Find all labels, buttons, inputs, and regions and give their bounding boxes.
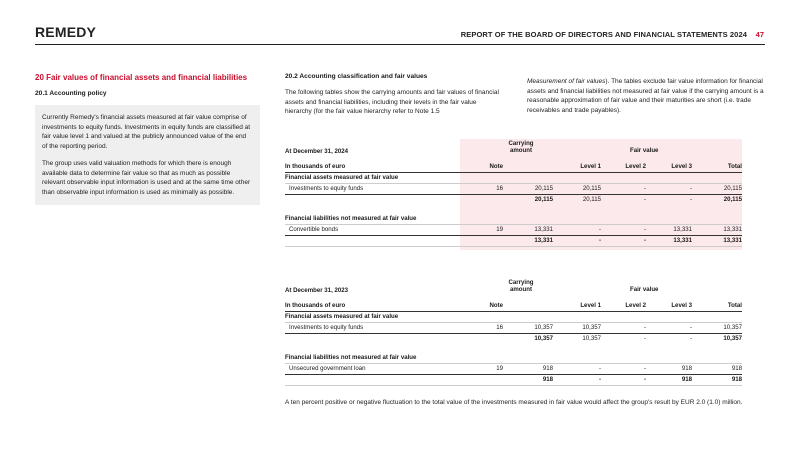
table-subtotal-row [285,333,742,344]
fair-value-header: Fair value [630,147,659,154]
measurement-paragraph [527,77,767,115]
subsection-title-accounting-policy: 20.1 Accounting policy [35,90,107,97]
table-date: At December 31, 2023 [285,287,349,294]
spacer [285,344,742,352]
carrying-header-line1: Carrying [508,140,534,147]
row-total: 20,115 [723,185,742,192]
subtotal-carrying: 10,357 [534,335,553,342]
policy-paragraph-1: Currently Remedy's financial assets measured at fair value comprise of investments to equity funds. Investments in equity funds are classified at fair value level 1 and valued at the publicly announced value of the end of the reporting period. [42,114,251,150]
fair-value-table-2024 [285,139,742,246]
subtotal-level3: - [689,335,692,342]
col-level1-header: Level 1 [580,302,601,309]
assets-heading-row [285,172,742,183]
row-level3: 13,331 [673,226,692,233]
fair-value-header: Fair value [630,286,659,293]
row-total: 918 [731,365,742,372]
subtotal-level1: 20,115 [582,196,601,203]
col-label-header: In thousands of euro [285,163,346,170]
subtotal-total: 20,115 [723,196,742,203]
row-level1: - [598,226,601,233]
row-note: 16 [496,324,503,331]
row-level1: 20,115 [582,185,601,192]
spacer [285,205,742,213]
subtotal-level2: - [643,196,646,203]
fair-value-table-2023 [285,278,742,385]
row-carrying: 20,115 [534,185,553,192]
subtotal-total: 918 [731,376,742,383]
row-level1: 10,357 [582,324,601,331]
col-total-header: Total [727,302,742,309]
row-level2: - [643,324,646,331]
table-date: At December 31, 2024 [285,148,349,155]
footnote: A ten percent positive or negative fluctuation to the total value of the investments measured in fair value would affect the group's result by EUR 2.0 (1.0) million. [285,399,743,406]
assets-heading: Financial assets measured at fair value [285,313,399,320]
liabilities-heading: Financial liabilities not measured at fair value [285,215,417,222]
table-row [285,322,742,333]
row-label: Convertible bonds [289,226,339,233]
row-note: 19 [496,365,503,372]
liabilities-heading-row [285,213,742,224]
subtotal-carrying: 918 [542,376,553,383]
report-title: REPORT OF THE BOARD OF DIRECTORS AND FINANCIAL STATEMENTS 2024 [460,30,747,39]
row-carrying: 13,331 [534,226,553,233]
page-number: 47 [755,30,764,39]
carrying-header-line1: Carrying [508,279,534,286]
col-level3-header: Level 3 [671,163,692,170]
liabilities-heading: Financial liabilities not measured at fair value [285,354,417,361]
row-level2: - [643,226,646,233]
table-row [285,224,742,235]
subtotal-level3: - [689,196,692,203]
column-headers [285,300,742,311]
row-total: 10,357 [723,324,742,331]
measurement-italic: Measurement of fair values [527,78,606,85]
company-logo: REMEDY [35,24,97,40]
subtotal-level1: 10,357 [582,335,601,342]
col-level2-header: Level 2 [625,302,646,309]
intro-paragraph: The following tables show the carrying amounts and fair values of financial assets and financial liabilities, including their levels in the fair value hierarchy (for the fair value hierarchy refer to Note 1.5 [285,89,499,115]
row-label: Investments to equity funds [289,324,364,331]
assets-heading: Financial assets measured at fair value [285,174,399,181]
policy-paragraph-2: The group uses valid valuation methods for which there is enough available data to determine fair value so that as much as possible relevant observable input information is used and at the same time other than observable input information is used as minimally as possible. [42,160,251,196]
col-level1-header: Level 1 [580,163,601,170]
column-headers [285,161,742,172]
subtotal-carrying: 20,115 [534,196,553,203]
table-row [285,363,742,374]
subtotal-level2: - [643,335,646,342]
subtotal-total: 13,331 [723,237,742,244]
col-note-header: Note [489,302,503,309]
header-rule [35,44,765,45]
subtotal-level1: - [598,376,601,383]
subtotal-carrying: 13,331 [534,237,553,244]
row-carrying: 918 [542,365,553,372]
row-label: Investments to equity funds [289,185,364,192]
row-carrying: 10,357 [534,324,553,331]
row-level1: - [598,365,601,372]
row-level3: - [689,324,692,331]
subtotal-level1: - [598,237,601,244]
table-header [285,139,742,161]
assets-heading-row [285,311,742,322]
col-total-header: Total [727,163,742,170]
col-level2-header: Level 2 [625,163,646,170]
subtotal-level3: 918 [681,376,692,383]
measurement-rest: ). The tables exclude fair value information for financial assets and financial liabilities not measured at fair value if the carrying amount is a reasonable approximation of fair value and their maturities are short (i.e. trade receivables and trade payables). [527,78,764,114]
subtotal-total: 10,357 [723,335,742,342]
section-title: 20 Fair values of financial assets and financial liabilities [35,73,248,82]
row-note: 16 [496,185,503,192]
table-row [285,183,742,194]
subtotal-level3: 13,331 [673,237,692,244]
carrying-header-line2: amount [509,286,532,293]
table-subtotal-row [285,194,742,205]
row-label: Unsecured government loan [289,365,366,372]
table-subtotal-row [285,374,742,385]
col-note-header: Note [489,163,503,170]
carrying-header-line2: amount [509,147,532,154]
row-level2: - [643,185,646,192]
row-note: 19 [496,226,503,233]
col-label-header: In thousands of euro [285,302,346,309]
accounting-policy-box [35,105,260,205]
col-level3-header: Level 3 [671,302,692,309]
table-header [285,278,742,300]
subtotal-level2: - [643,237,646,244]
subsection-title-classification: 20.2 Accounting classification and fair values [285,73,428,80]
row-total: 13,331 [723,226,742,233]
row-level3: - [689,185,692,192]
row-level2: - [643,365,646,372]
subtotal-level2: - [643,376,646,383]
row-level3: 918 [681,365,692,372]
liabilities-heading-row [285,352,742,363]
table-subtotal-row [285,235,742,246]
left-column [35,73,260,205]
